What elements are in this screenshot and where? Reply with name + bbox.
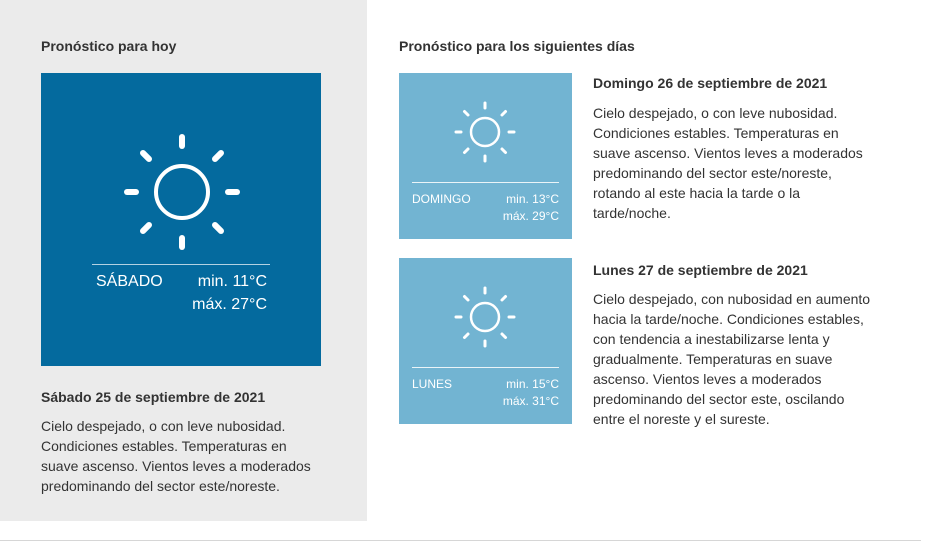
description-line: suave ascenso. Vientos leves a moderados [41,458,311,474]
description-line: hacia la tarde/noche. Condiciones estables, [593,311,864,327]
today-min-temp: min. 11°C [197,273,267,290]
description-line: Cielo despejado, con nubosidad en aumento [593,291,871,307]
forecast-description [593,103,913,223]
description-line: suave ascenso. Vientos leves a moderados [593,145,863,161]
forecast-card-divider [412,182,559,183]
today-date-heading: Sábado 25 de septiembre de 2021 [41,389,266,405]
description-line: entre el noreste y el sureste. [593,411,770,427]
today-weather-card [41,73,321,366]
today-card-divider [92,264,270,265]
today-max-temp: máx. 27°C [192,296,267,313]
description-line: rotando al este hacia la tarde o la [593,185,801,201]
forecast-section-title: Pronóstico para los siguientes días [399,38,635,54]
description-line: Cielo despejado, o con leve nubosidad. [593,105,838,121]
forecast-min-temp: min. 13°C [506,192,559,206]
forecast-date-heading: Lunes 27 de septiembre de 2021 [593,262,808,278]
today-description [41,416,351,496]
description-line: predominando del sector este/noreste, [593,165,832,181]
forecast-card-domingo [399,73,572,239]
today-day-label: SÁBADO [96,273,163,290]
forecast-max-temp: máx. 29°C [502,209,559,223]
forecast-day-label: LUNES [412,377,453,391]
description-line: gradualmente. Temperaturas en suave [593,351,833,367]
forecast-card-divider [412,367,559,368]
forecast-description [593,289,923,429]
description-line: Cielo despejado, o con leve nubosidad. [41,418,286,434]
forecast-card-lunes [399,258,572,424]
description-line: con tendencia a inestabilizarse lenta y [593,331,830,347]
description-line: predominando del sector este, oscilando [593,391,845,407]
forecast-day-label: DOMINGO [412,192,471,206]
forecast-max-temp: máx. 31°C [502,394,559,408]
description-line: tarde/noche. [593,205,671,221]
description-line: ascenso. Vientos leves a moderados [593,371,822,387]
bottom-divider [0,540,921,541]
sun-icon [448,95,522,169]
forecast-min-temp: min. 15°C [506,377,559,391]
sun-icon [448,280,522,354]
sun-icon [112,122,252,262]
description-line: Condiciones estables. Temperaturas en [41,438,287,454]
forecast-date-heading: Domingo 26 de septiembre de 2021 [593,75,828,91]
description-line: Condiciones estables. Temperaturas en [593,125,839,141]
description-line: predominando del sector este/noreste. [41,478,280,494]
today-section-title: Pronóstico para hoy [41,38,177,54]
